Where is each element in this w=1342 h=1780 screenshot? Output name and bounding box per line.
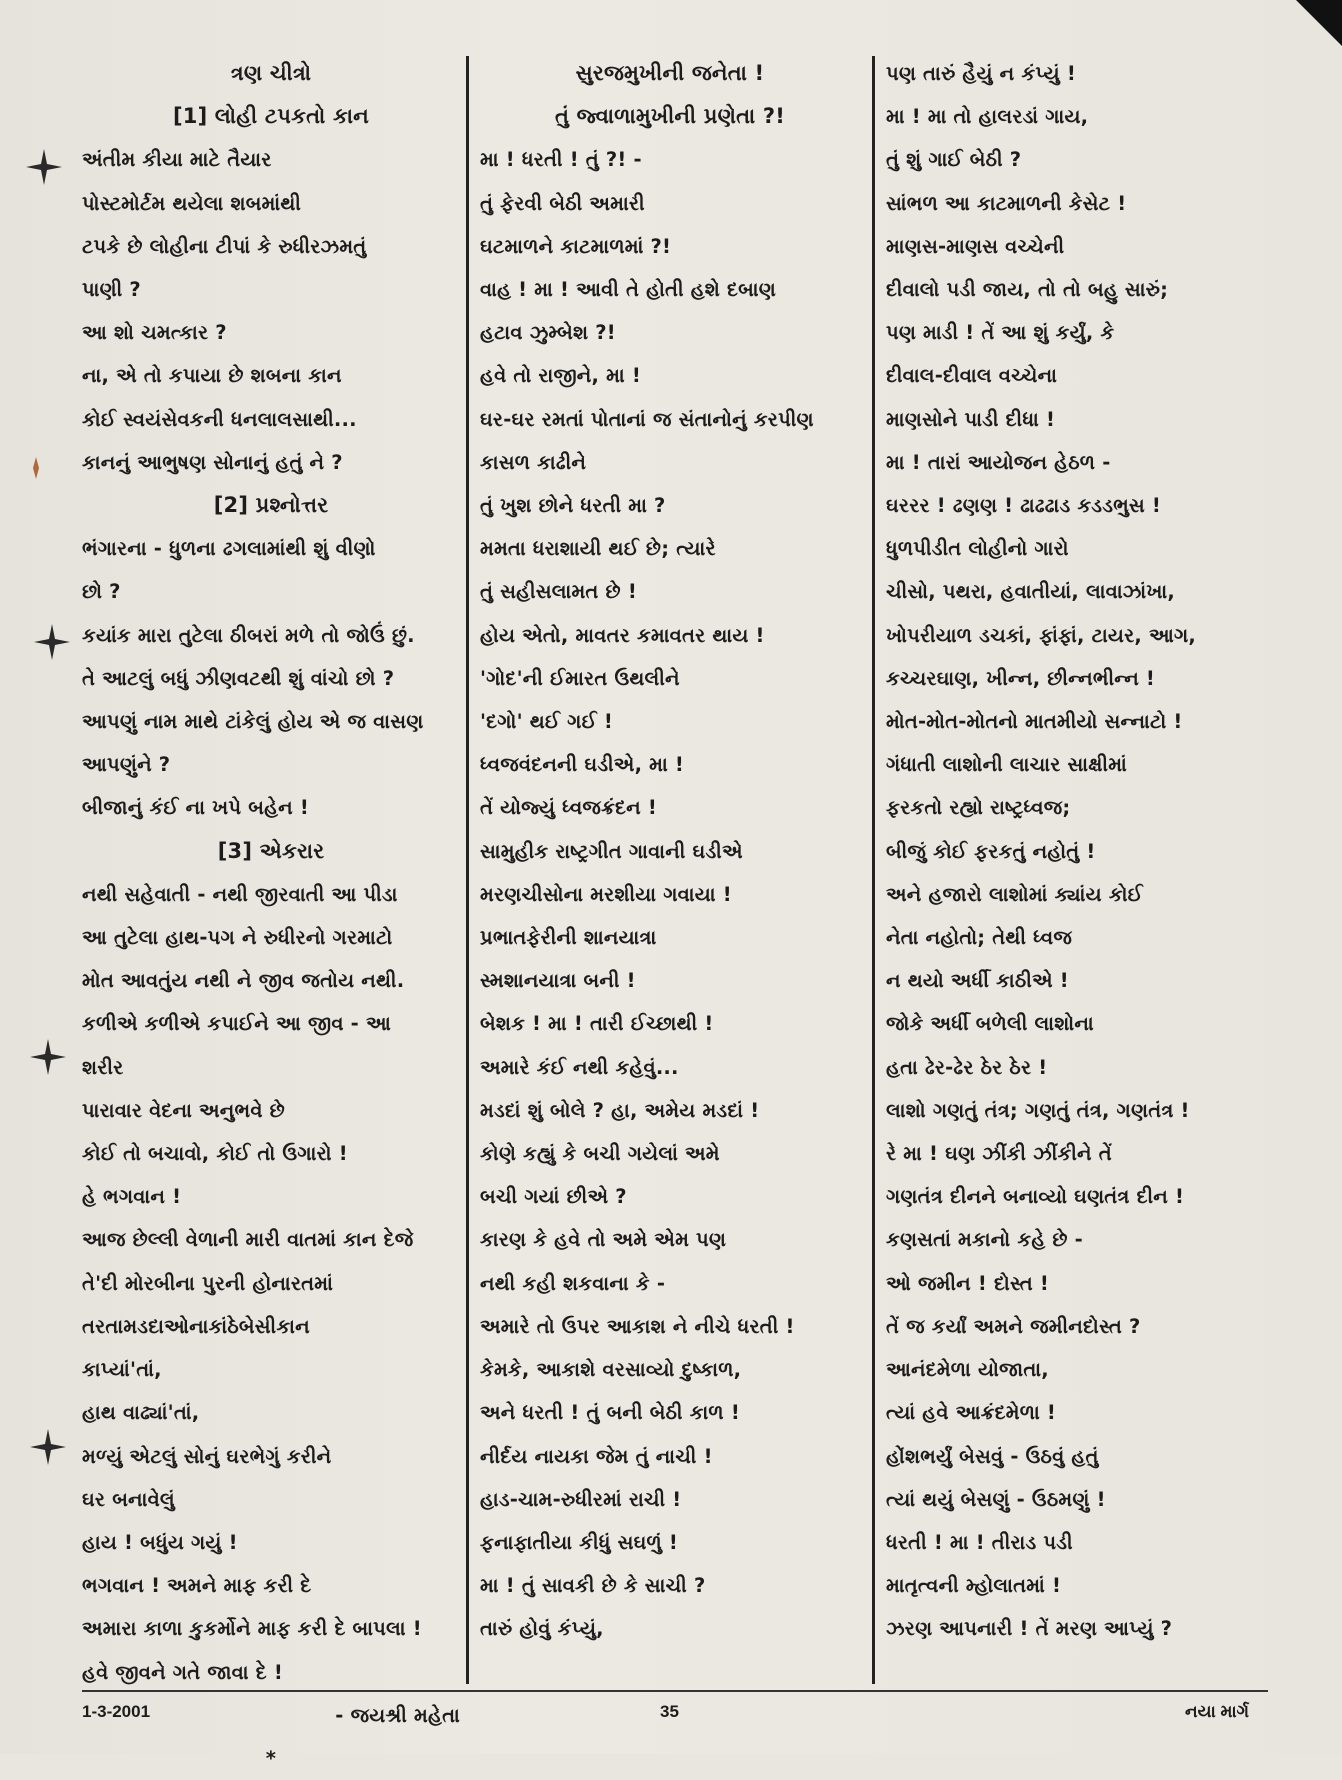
poem-line: 'દગો' થઈ ગઈ ! xyxy=(480,710,613,734)
poem-line: કાપ્યાં'તાં, xyxy=(82,1358,162,1382)
poem-line: તે'દી મોરબીના પુરની હોનારતમાં xyxy=(82,1271,334,1295)
poem-line: ધરતી ! મા ! તીરાડ પડી xyxy=(886,1530,1073,1554)
poem-line: આજ છેલ્લી વેળાની મારી વાતમાં કાન દેજે xyxy=(82,1228,414,1252)
poem-line: સામુહીક રાષ્ટ્રગીત ગાવાની ઘડીએ xyxy=(480,839,743,863)
punch-mark-icon xyxy=(26,455,46,481)
poem-line: તરતામડદાઓનાકાંઠેબેસીકાન xyxy=(82,1314,310,1338)
poem-line: ધ્વજવંદનની ઘડીએ, મા ! xyxy=(480,753,684,777)
poem-line: અમારે કંઈ નથી કહેવું... xyxy=(480,1055,679,1079)
poem-line: કચ્ચરઘાણ, ખીન્ન, છીન્નભીન્ન ! xyxy=(886,666,1156,690)
poem-line: છો ? xyxy=(82,580,121,604)
poem-line: મમતા ધરાશાયી થઈ છે; ત્યારે xyxy=(480,537,716,561)
poem-line: બીજું કોઈ ફરકતું નહોતું ! xyxy=(886,839,1096,863)
poem-line: કારણ કે હવે તો અમે એમ પણ xyxy=(480,1228,727,1252)
poem-line: ઝરણ આપનારી ! તેં મરણ આપ્યું ? xyxy=(886,1617,1173,1641)
poem-line: સાંભળ આ કાટમાળની કેસેટ ! xyxy=(886,191,1127,215)
poem-line: કળીએ કળીએ કપાઈને આ જીવ - આ xyxy=(82,1012,391,1036)
poem-line: તેં જ કર્યાં અમને જમીનદોસ્ત ? xyxy=(886,1314,1141,1338)
poem-line: પણ માડી ! તેં આ શું કર્યું, કે xyxy=(886,321,1115,345)
poem-line: બેશક ! મા ! તારી ઈચ્છાથી ! xyxy=(480,1012,714,1036)
section-heading: [3] એકરાર xyxy=(217,838,325,863)
poem-line: મા ! તું સાવકી છે કે સાચી ? xyxy=(480,1574,706,1598)
poem-title: સુરજમુખીની જનેતા ! xyxy=(575,61,765,85)
footer-rule xyxy=(82,1690,1268,1692)
issue-date: 1-3-2001 xyxy=(82,1702,151,1721)
poem-line: અમારે તો ઉપર આકાશ ને નીચે ધરતી ! xyxy=(480,1314,795,1338)
poem-line: ન થયો અર્ધી કાઠીએ ! xyxy=(886,969,1069,993)
poem-line: હાથ વાઢ્યાં'તાં, xyxy=(82,1401,200,1425)
poem-line: પણ તારું હૈયું ન કંપ્યું ! xyxy=(886,62,1076,85)
poem-line: મા ! મા તો હાલરડાં ગાય, xyxy=(886,105,1089,129)
poem-line: મોત-મોત-મોતનો માતમીયો સન્નાટો ! xyxy=(886,710,1183,734)
poem-line: હવે તો રાજીને, મા ! xyxy=(480,364,641,388)
poem-line: તું સહીસલામત છે ! xyxy=(480,580,637,604)
poem-line: અંતીમ કીયા માટે તૈયાર xyxy=(82,148,272,172)
section-heading: [2] પ્રશ્નોત્તર xyxy=(213,493,329,518)
poem-column-right xyxy=(886,52,1258,1651)
poem-line: અમારા કાળા કુકર્મોને માફ કરી દે બાપલા ! xyxy=(82,1617,422,1641)
poem-line: મડદાં શું બોલે ? હા, અમેય મડદાં ! xyxy=(480,1098,760,1122)
poem-line: તું ખુશ છોને ધરતી મા ? xyxy=(480,494,666,518)
poem-line: - જયશ્રી મહેતા xyxy=(335,1703,460,1727)
poem-line: આ શો ચમત્કાર ? xyxy=(82,321,227,345)
poem-line: પાણી ? xyxy=(82,278,141,302)
poem-line: મળ્યું એટલું સોનું ઘરભેગું કરીને xyxy=(82,1444,332,1468)
poem-line: ઘર-ઘર રમતાં પોતાનાં જ સંતાનોનું કરપીણ xyxy=(480,407,814,431)
poem-line: ટપકે છે લોહીના ટીપાં કે રુધીરઝમતું xyxy=(82,234,367,258)
poem-line: ઘટમાળને કાટમાળમાં ?! xyxy=(480,234,672,258)
poem-line: હે ભગવાન ! xyxy=(82,1185,182,1209)
page-number: 35 xyxy=(660,1702,679,1721)
poem-line: કયાંક મારા તુટેલા ઠીબરાં મળે તો જોઉં છું. xyxy=(82,623,415,647)
poem-line: ઘર બનાવેલું xyxy=(82,1487,175,1511)
poem-line: મા ! તારાં આયોજન હેઠળ - xyxy=(886,450,1111,474)
poem-line: આ તુટેલા હાથ-પગ ને રુધીરનો ગરમાટો xyxy=(82,926,393,950)
poem-line: પોસ્ટમોર્ટમ થયેલા શબમાંથી xyxy=(82,191,302,215)
punch-hole-icon xyxy=(30,620,74,664)
poem-line: મરણચીસોના મરશીયા ગવાયા ! xyxy=(480,882,732,906)
poem-line: ઘરરર ! ઢણણ ! ઢાઢઢાડ કડડભુસ ! xyxy=(886,494,1161,518)
poem-line: નથી કહી શકવાના કે - xyxy=(480,1271,666,1295)
poem-line: માણસોને પાડી દીધા ! xyxy=(886,407,1056,431)
poem-line: ખોપરીયાળ ડચકાં, ફાંફાં, ટાયર, આગ, xyxy=(886,623,1197,647)
poem-line: કોઈ સ્વયંસેવકની ધનલાલસાથી... xyxy=(82,407,357,431)
poem-line: કોણે કહ્યું કે બચી ગયેલાં અમે xyxy=(480,1142,720,1166)
poem-line: તારું હોવું કંપ્યું, xyxy=(480,1617,604,1641)
poem-line: હતા ઢેર-ઢેર ઠેર ઠેર ! xyxy=(886,1055,1048,1079)
poem-line: હાડ-ચામ-રુધીરમાં રાચી ! xyxy=(480,1487,682,1511)
poem-line: ફનાફાતીયા કીધું સઘળું ! xyxy=(480,1530,679,1554)
poem-subtitle: તું જ્વાળામુખીની પ્રણેતા ?! xyxy=(554,104,786,129)
poem-line: * xyxy=(265,1746,277,1770)
poem-line: ત્યાં થયું બેસણું - ઉઠમણું ! xyxy=(886,1487,1106,1511)
poem-line: ગંધાતી લાશોની લાચાર સાક્ષીમાં xyxy=(886,753,1127,777)
punch-hole-icon xyxy=(26,1425,70,1469)
poem-line: સ્મશાનયાત્રા બની ! xyxy=(480,969,636,993)
poem-line: માતૃત્વની મ્હોલાતમાં ! xyxy=(886,1574,1062,1598)
poem-line: હાય ! બધુંય ગયું ! xyxy=(82,1530,238,1554)
poem-line: વાહ ! મા ! આવી તે હોતી હશે દબાણ xyxy=(480,278,776,302)
poem-line: આનંદમેળા યોજાતા, xyxy=(886,1358,1049,1382)
poem-line: અને હજારો લાશોમાં ક્યાંય કોઈ xyxy=(886,882,1143,906)
poem-line: તેં યોજ્યું ધ્વજક્રંદન ! xyxy=(480,796,657,820)
poem-line: હોય એતો, માવતર કમાવતર થાય ! xyxy=(480,623,765,647)
poem-line: તું શું ગાઈ બેઠી ? xyxy=(886,148,1022,172)
magazine-name: નયા માર્ગ xyxy=(1185,1702,1250,1721)
poem-line: ફરકતો રહ્યો રાષ્ટ્રધ્વજ; xyxy=(886,796,1071,820)
poem-line: ભંગારના - ધુળના ઢગલામાંથી શું વીણો xyxy=(82,537,376,561)
poem-line: હોંશભર્યું બેસવું - ઉઠવું હતું xyxy=(886,1444,1099,1468)
poem-line: કાસળ કાઢીને xyxy=(480,450,587,474)
poem-line: કણસતાં મકાનો કહે છે - xyxy=(886,1228,1083,1252)
poem-line: રે મા ! ઘણ ઝીંકી ઝીંકીને તેં xyxy=(886,1142,1112,1166)
poem-column-left xyxy=(82,52,460,1780)
poem-line: નથી સહેવાતી - નથી જીરવાતી આ પીડા xyxy=(82,882,398,906)
poem-line: આપણુંને ? xyxy=(82,753,171,777)
section-heading: [1] લોહી ટપકતો કાન xyxy=(172,104,370,129)
poem-line: ગણતંત્ર દીનને બનાવ્યો ઘણતંત્ર દીન ! xyxy=(886,1185,1185,1209)
poem-title: ત્રણ ચીત્રો xyxy=(230,61,312,85)
poem-line: દીવાલ-દીવાલ વચ્ચેના xyxy=(886,364,1058,388)
poem-line: કેમકે, આકાશે વરસાવ્યો દુષ્કાળ, xyxy=(480,1358,742,1382)
punch-hole-icon xyxy=(26,1035,70,1079)
poem-line: નેતા નહોતો; તેથી ધ્વજ xyxy=(886,926,1073,950)
poem-line: માણસ-માણસ વચ્ચેની xyxy=(886,234,1065,258)
column-divider-right xyxy=(872,56,875,1684)
poem-line: નીર્દય નાયકા જેમ તું નાચી ! xyxy=(480,1444,713,1468)
poem-line: જોકે અર્ધી બળેલી લાશોના xyxy=(886,1012,1094,1036)
poem-line: પારાવાર વેદના અનુભવે છે xyxy=(82,1098,285,1122)
poem-line: ધુળપીડીત લોહીનો ગારો xyxy=(886,537,1069,561)
poem-line: તે આટલું બધું ઝીણવટથી શું વાંચો છો ? xyxy=(82,666,395,690)
poem-line: આપણું નામ માથે ટાંકેલું હોય એ જ વાસણ xyxy=(82,710,424,734)
poem-column-middle xyxy=(480,52,860,1651)
poem-line: ચીસો, પથરા, હવાતીયાં, લાવાઝાંખા, xyxy=(886,580,1175,604)
poem-line: લાશો ગણતું તંત્ર; ગણતું તંત્ર, ગણતંત્ર ! xyxy=(886,1098,1190,1122)
punch-hole-icon xyxy=(22,145,66,189)
page-corner-shadow xyxy=(1296,0,1342,46)
poem-line: મોત આવતુંય નથી ને જીવ જતોય નથી. xyxy=(82,969,405,993)
poem-line: ત્યાં હવે આક્રંદમેળા ! xyxy=(886,1401,1056,1425)
poem-line: તું ફેરવી બેઠી અમારી xyxy=(480,191,645,215)
poem-line: ના, એ તો કપાયા છે શબના કાન xyxy=(82,364,342,388)
poem-line: કાનનું આભુષણ સોનાનું હતું ને ? xyxy=(82,450,343,474)
poem-line: શરીર xyxy=(82,1055,124,1079)
poem-line: અને ધરતી ! તું બની બેઠી કાળ ! xyxy=(480,1401,740,1425)
poem-line: 'ગોદ'ની ઈમારત ઉથલીને xyxy=(480,666,680,690)
poem-line: બચી ગયાં છીએ ? xyxy=(480,1185,627,1209)
poem-line: હટાવ ઝુમ્બેશ ?! xyxy=(480,321,616,345)
poem-line: કોઈ તો બચાવો, કોઈ તો ઉગારો ! xyxy=(82,1142,348,1166)
poem-line: ભગવાન ! અમને માફ કરી દે xyxy=(82,1574,312,1598)
poem-line: હવે જીવને ગતે જાવા દે ! xyxy=(82,1660,283,1684)
poem-line: બીજાનું કંઈ ના ખપે બહેન ! xyxy=(82,796,309,820)
poem-line: મા ! ધરતી ! તું ?! - xyxy=(480,148,642,172)
column-divider-left xyxy=(466,56,469,1684)
poem-line: પ્રભાતફેરીની શાનયાત્રા xyxy=(480,926,657,950)
poem-line: દીવાલો પડી જાય, તો તો બહુ સારું; xyxy=(886,278,1169,302)
poem-line: ઓ જમીન ! દોસ્ત ! xyxy=(886,1271,1050,1295)
